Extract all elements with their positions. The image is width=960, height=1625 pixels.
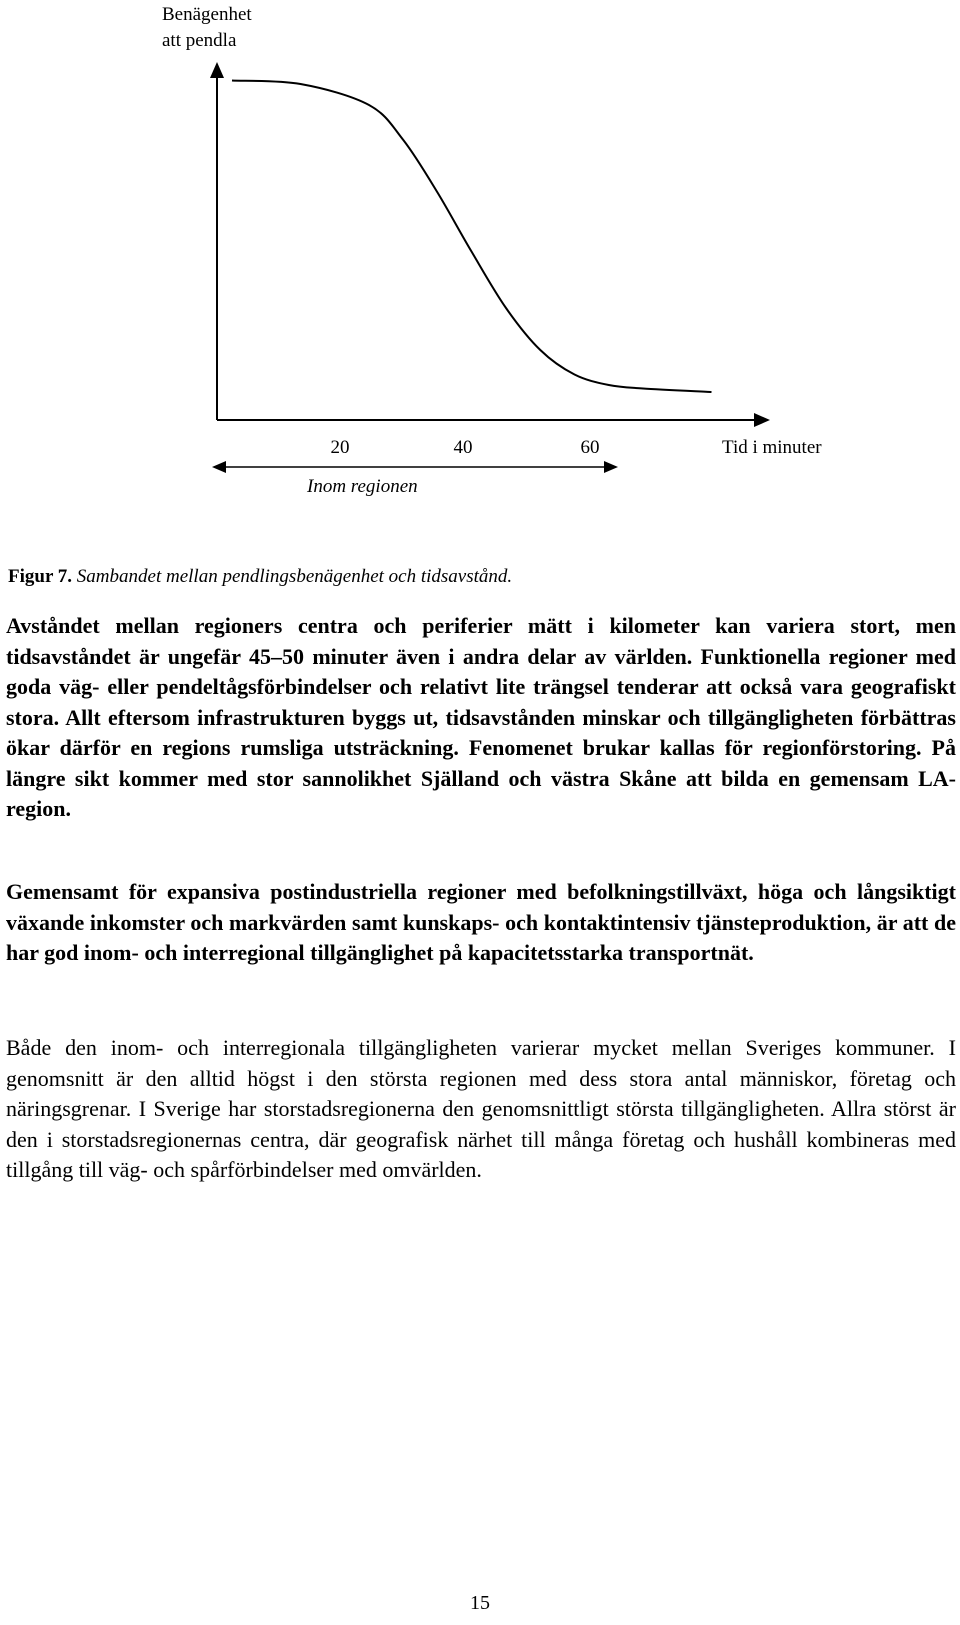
x-tick-label-60: 60 — [580, 437, 600, 458]
figure-caption-label: Figur 7. — [8, 566, 73, 587]
region-range-label: Inom regionen — [307, 476, 418, 497]
series-line-pendlingsbenagenhet — [232, 81, 712, 393]
paragraph-tillganglighet: Både den inom- och interregionala tillgängligheten varierar mycket mellan Sveriges kommuner. I genomsnitt är den alltid högst i den största regionen med dess stora antal människor, företag och näringsgrenar. I Sverige har storstadsregionerna den genomsnittligt största tillgängligheten. Allra störst är den i storstadsregionernas centra, där geografisk närhet till många företag och hushåll kombineras med tillgång till väg- och spårförbindelser med omvärlden. — [6, 1035, 956, 1182]
y-axis-arrowhead — [210, 62, 224, 78]
y-axis-label-line1: Benägenhet — [162, 4, 252, 25]
region-range-arrow-right — [604, 461, 618, 473]
x-tick-label-20: 20 — [330, 437, 350, 458]
x-axis-label: Tid i minuter — [722, 437, 822, 458]
x-tick-label-40: 40 — [453, 437, 473, 458]
x-axis-arrowhead — [754, 413, 770, 427]
pendling-chart — [0, 0, 960, 520]
region-range-arrow-left — [212, 461, 226, 473]
page-number: 15 — [470, 1592, 490, 1614]
paragraph-expansiva-regioner: Gemensamt för expansiva postindustriella regioner med befolkningstillväxt, höga och långsiktigt växande inkomster och markvärden samt kunskaps- och kontaktintensiv tjänsteproduktion, är att de har god inom- och interregional tillgänglighet på kapacitetsstarka transportnät. — [6, 879, 956, 965]
figure-caption-text: Sambandet mellan pendlingsbenägenhet och tidsavstånd. — [76, 566, 513, 587]
figure-caption — [8, 566, 512, 588]
y-axis-label-line2: att pendla — [162, 30, 237, 51]
paragraph-regionforstoring: Avståndet mellan regioners centra och periferier mätt i kilometer kan variera stort, men tidsavståndet är ungefär 45–50 minuter även i andra delar av världen. Funktionella regioner med goda väg- eller pendeltågsförbindelser och relativt lite trängsel tenderar att också vara geografiskt stora. Allt eftersom infrastrukturen byggs ut, tidsavstånden minskar och tillgängligheten förbättras ökar därför en regions rumsliga utsträckning. Fenomenet brukar kallas för regionförstoring. På längre sikt kommer med stor sannolikhet Själland och västra Skåne att bilda en gemensam LA-region. — [6, 613, 956, 821]
